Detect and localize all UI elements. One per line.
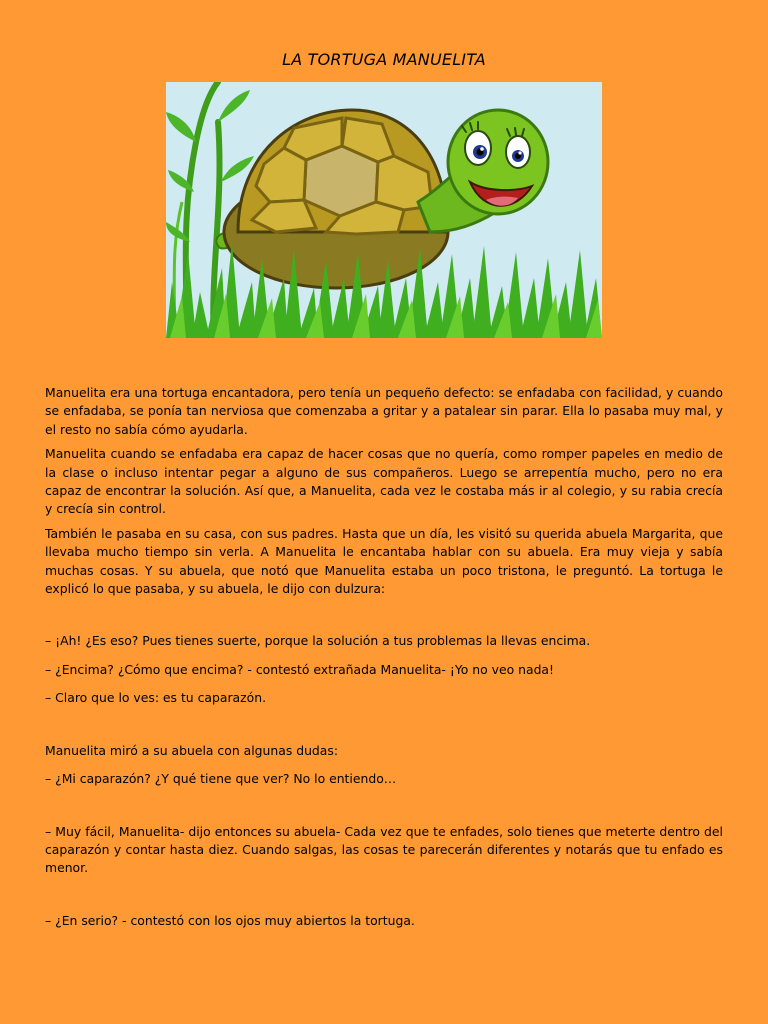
dialog-line: – ¡Ah! ¿Es eso? Pues tienes suerte, porque la solución a tus problemas la llevas encima.: [45, 633, 591, 649]
page-title: LA TORTUGA MANUELITA: [282, 50, 486, 69]
dialog-line: – ¿En serio? - contestó con los ojos muy abiertos la tortuga.: [45, 912, 415, 928]
dialog-line: – ¿Encima? ¿Cómo que encima? - contestó extrañada Manuelita- ¡Yo no veo nada!: [45, 661, 554, 677]
dialog-line: – ¿Mi caparazón? ¿Y qué tiene que ver? No lo entiendo…: [45, 771, 397, 787]
story-text: [45, 384, 723, 930]
paragraph: Manuelita cuando se enfadaba era capaz de hacer cosas que no quería, como romper papeles en medio de la clase o incluso intentar pegar a alguno de sus compañeros. Luego se arrepentía mucho, pero no era capaz de encontrar la solución. Así que, a Manuelita, cada vez le costaba más ir al colegio, y su rabia crecía y crecía sin control.: [45, 446, 723, 517]
dialog-line: – Muy fácil, Manuelita- dijo entonces su abuela- Cada vez que te enfades, solo tienes que meterte dentro del caparazón y contar hasta diez. Cuando salgas, las cosas te parecerán diferentes y notarás que tu enfado es menor.: [45, 823, 723, 876]
turtle-illustration: [166, 82, 602, 338]
paragraph: Manuelita era una tortuga encantadora, pero tenía un pequeño defecto: se enfadaba con facilidad, y cuando se enfadaba, se ponía tan nerviosa que comenzaba a gritar y a patalear sin parar. Ella lo pasaba muy mal, y el resto no sabía cómo ayudarla.: [45, 385, 723, 437]
paragraph: Manuelita miró a su abuela con algunas dudas:: [45, 742, 339, 758]
paragraph: También le pasaba en su casa, con sus padres. Hasta que un día, les visitó su querida abuela Margarita, que llevaba mucho tiempo sin verla. A Manuelita le encantaba hablar con su abuela. Era muy vieja y sabía muchas cosas. Y su abuela, que notó que Manuelita estaba un poco tristona, le preguntó. La tortuga le explicó lo que pasaba, y su abuela, le dijo con dulzura:: [45, 525, 723, 597]
dialog-line: – Claro que lo ves: es tu caparazón.: [45, 690, 267, 706]
